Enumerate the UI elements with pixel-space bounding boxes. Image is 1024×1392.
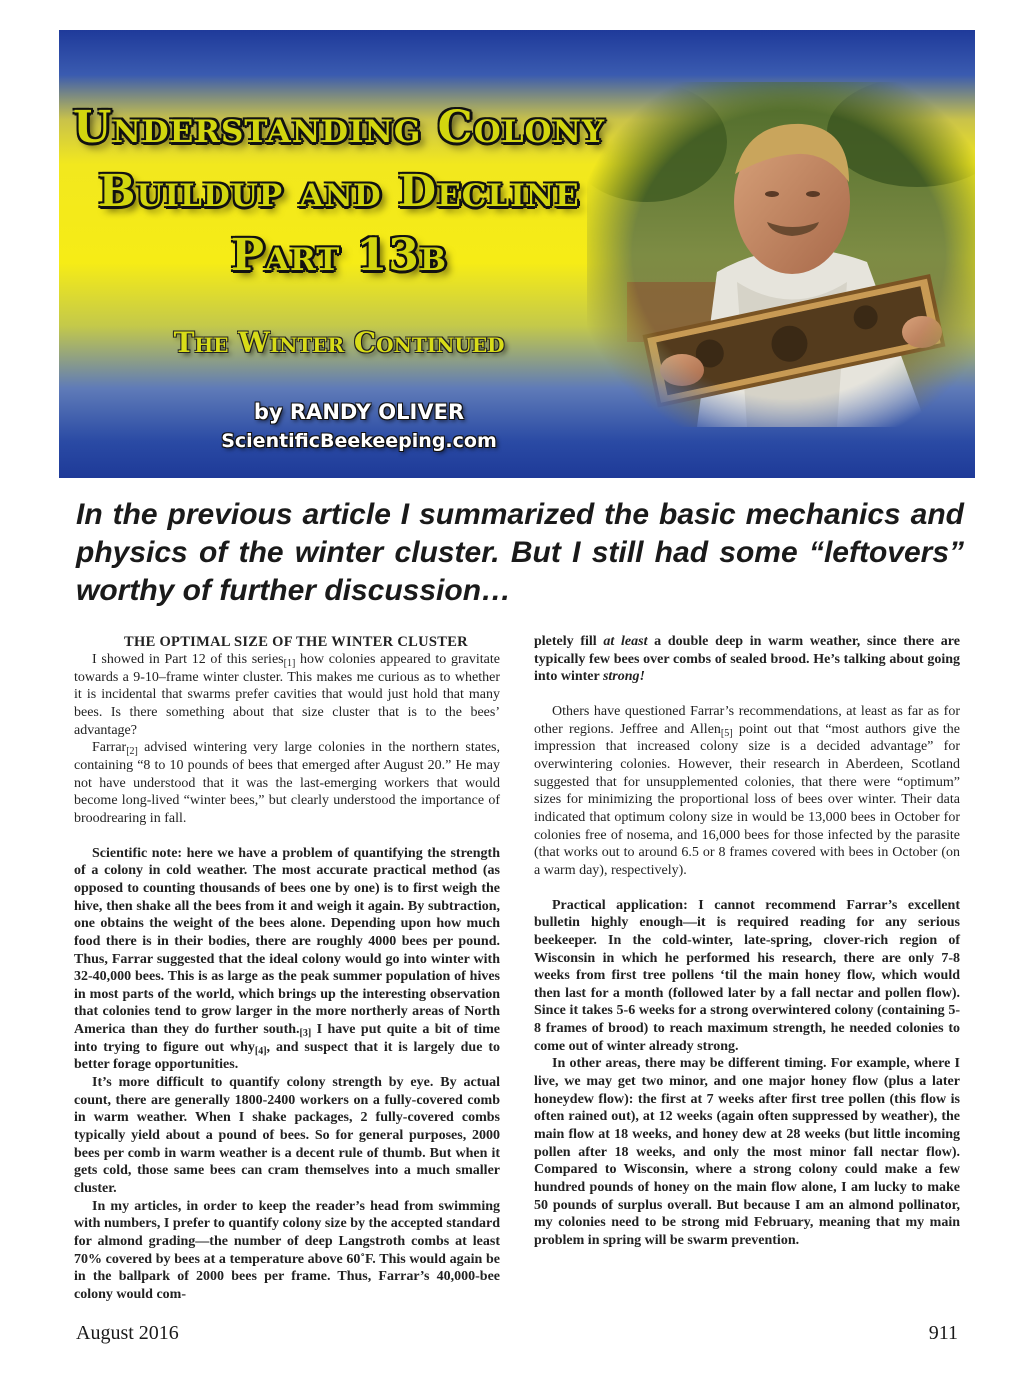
right-column xyxy=(534,633,960,1250)
citation-ref: [2] xyxy=(126,746,138,758)
issue-date: August 2016 xyxy=(76,1322,179,1344)
banner-subtitle: The Winter Continued xyxy=(173,326,505,359)
page-number: 911 xyxy=(928,1322,958,1344)
banner-title-line-1: Understanding Colony xyxy=(73,102,605,153)
citation-ref: [5] xyxy=(720,727,733,739)
left-column xyxy=(74,633,500,1304)
paragraph: I showed in Part 12 of this series$_{[1]}$ how colonies appeared to gravitate towards a 9-10–frame winter cluster. This makes me curious as to whether it is incidental that swarms prefer cavities that would just hold that many bees. Is there something about that size cluster that is to the bees’ advantage? xyxy=(74,652,500,738)
scientific-note: Scientific note: here we have a problem of quantifying the strength of a colony in cold weather. The most accurate practical method (as opposed to counting thousands of bees one by one) is to first weigh the hive, then shake all the bees from it and weigh it again. By subtraction, one obtains the weight of the bees alone. Depending upon how much food there is in their bodies, there are roughly 4000 bees per pound. Thus, Farrar suggested that the ideal colony would go into winter with 32-40,000 bees. This is as large as the peak summer population of hives in most parts of the world, which brings up the interesting observation that colonies tend to grow larger in the more northerly areas of North America than they do further $south._{[3]}$ I have put quite a bit of time into trying to figure out why$_{[4]}$, and suspect that it is largely due to better forage opportunities. xyxy=(74,845,500,1073)
paragraph: Farrar$_{[2]}$ advised wintering very large colonies in the northern states, containing “8 to 10 pounds of bees that emerged after August 20.” He may not have understood that it was the last-emerging workers that would become long-lived “winter bees,” but clearly understood the importance of broodrearing in fall. xyxy=(74,740,500,826)
banner-title-line-3: Part 13b xyxy=(230,230,448,281)
banner-title-line-2: Buildup and Decline xyxy=(98,166,580,217)
practical-application: Practical application: I cannot recommend Farrar’s excellent bulletin highly enough—it is required reading for any serious beekeeper. In the cold-winter, late-spring, clover-rich region of Wisconsin in which he performed his research, there are only 7-8 weeks from first tree pollens ‘til the main honey flow, which would then last for a month (followed later by a fall nectar and pollen flow). Since it takes 5-6 weeks for a strong overwintered colony (containing 5-8 frames of brood) to reach maximum strength, he needed colonies to come out of winter already strong. xyxy=(534,897,960,1054)
section-heading: THE OPTIMAL SIZE OF THE WINTER CLUSTER xyxy=(124,634,468,650)
paragraph: pletely fill at least a double deep in warm weather, since there are typically few bees over combs of sealed brood. He’s talking about going into winter strong! xyxy=(534,634,960,685)
article-intro: In the previous article I summarized the basic mechanics and physics of the winter cluster. But I still had some “leftovers” worthy of further discussion… xyxy=(76,498,964,607)
beekeeper-photo xyxy=(587,82,975,427)
author-website: ScientificBeekeeping.com xyxy=(221,430,497,452)
author-byline: by RANDY OLIVER xyxy=(253,400,465,424)
paragraph: In my articles, in order to keep the reader’s head from swimming with numbers, I prefer to quantify colony size by the accepted standard for almond grading—the number of deep Langstroth combs at least 70% covered by bees at a temperature above 60˚F. This would again be in the ballpark of 2000 bees per frame. Thus, Farrar’s 40,000-bee colony would com- xyxy=(74,1198,500,1302)
paragraph: In other areas, there may be different timing. For example, where I live, we may get two minor, and one major honey flow (plus a later honeydew flow): the first at 7 weeks after first tree pollen (this flow is often rained out), at 12 weeks (again often suppressed by weather), the main flow at 18 weeks, and honey dew at 28 weeks (but little incoming pollen after 18 weeks, and only the most minor fall nectar flow). Compared to Wisconsin, where a strong colony could make a few hundred pounds of honey on the main flow alone, I am lucky to make 50 pounds of surplus overall. But because I am an almond pollinator, my colonies need to be strong mid February, meaning that my main problem in spring will be swarm prevention. xyxy=(534,1056,960,1248)
citation-ref: [4] xyxy=(254,1045,267,1057)
citation-ref: [3] xyxy=(299,1028,312,1040)
paragraph: It’s more difficult to quantify colony strength by eye. By actual count, there are generally 1800-2400 workers on a fully-covered comb in warm weather. When I shake packages, 2 fully-covered combs typically yield about a pound of bees. So for general purposes, 2000 bees per comb in warm weather is a decent rule of thumb. But when it gets cold, those same bees can cram themselves into a much smaller cluster. xyxy=(74,1075,500,1197)
paragraph: Others have questioned Farrar’s recommendations, at least as far as for other regions. Jeffree and Allen$_{[5]}$ point out that “most authors give the impression that increased colony size is a decided advantage” for overwintering colonies. However, their research in Aberdeen, Scotland suggested that for unsupplemented colonies, that there were “optimum” sizes for minimizing the proportional loss of bees over winter. Their data indicated that optimum colony size in would be 13,000 bees in October for colonies free of nosema, and 16,000 bees for those infected by the parasite (that works out to around 6.5 or 8 frames covered with bees in October (on a warm day), respectively). xyxy=(534,703,960,878)
citation-ref: [1] xyxy=(283,658,296,669)
article-banner xyxy=(59,30,975,478)
